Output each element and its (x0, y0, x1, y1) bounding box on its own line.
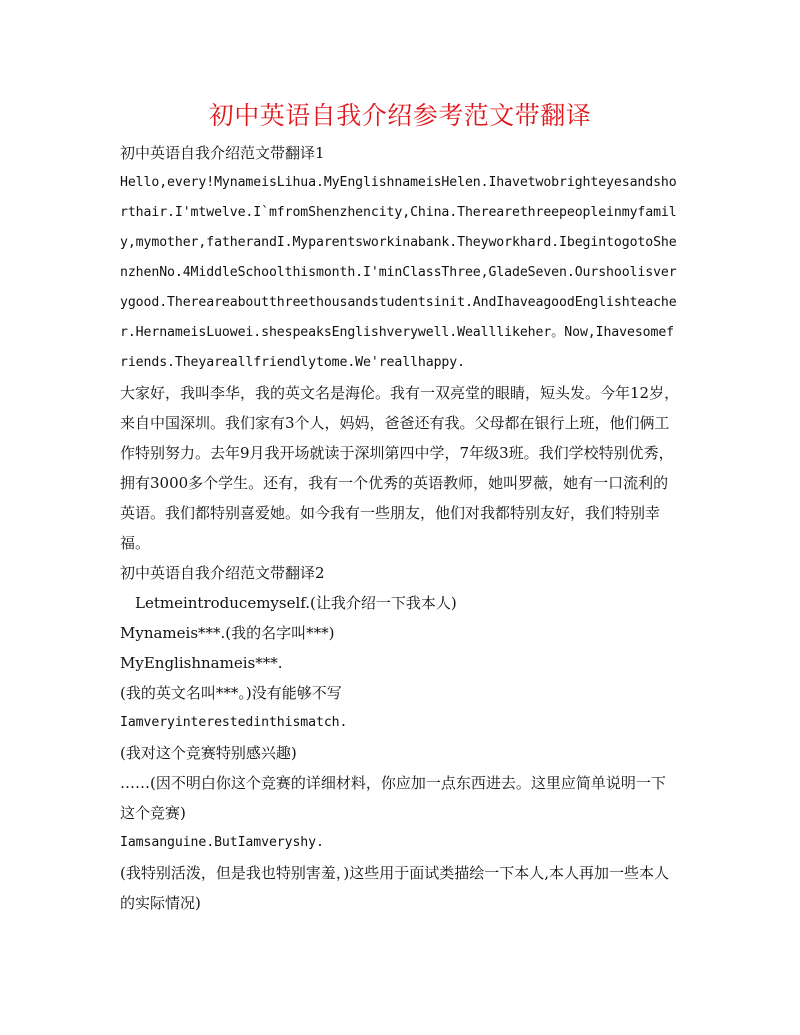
paragraph-2: Hello,every!MynameisLihua.MyEnglishnameisHelen.Ihavetwobrighteyesandshorthair.I'mtwelve.I`mfromShenzhencity,China.Therearethreepeopleinmyfamily,mymother,fatherandI.Myparentsworkinabank.Theyworkhard.IbegintogotoShenzhenNo.4MiddleSchoolthismonth.I'minClassThree,GladeSeven.Ourshoolisverygood.Thereareaboutthreethousandstudentsinit.AndIhaveagoodEnglishteacher.HernameisLuowei.shespeaksEnglishverywell.Wealllikeher。Now,Ihavesomefriends.Theyareallfriendlytome.We'reallhappy. (120, 175, 677, 370)
paragraph-10: (我对这个竞赛特别感兴趣) (120, 744, 297, 762)
paragraph-5: Letmeintroducemyself.(让我介绍一下我本人) (135, 594, 457, 612)
paragraph-1: 初中英语自我介绍范文带翻译1 (120, 144, 325, 162)
paragraph-11: ……(因不明白你这个竞赛的详细材料，你应加一点东西进去。这里应简单说明一下这个竞赛) (120, 774, 666, 822)
paragraph-7: MyEnglishnameis***. (120, 654, 283, 672)
document-title: 初中英语自我介绍参考范文带翻译 (208, 101, 592, 130)
document-page (120, 96, 680, 918)
document-body (120, 138, 680, 918)
paragraph-13: (我特别活泼，但是我也特别害羞，)这些用于面试类描绘一下本人,本人再加一些本人的实际情况) (120, 864, 669, 912)
paragraph-3: 大家好，我叫李华，我的英文名是海伦。我有一双亮堂的眼睛，短头发。今年12岁，来自中国深圳。我们家有3个人，妈妈，爸爸还有我。父母都在银行上班，他们俩工作特别努力。去年9月我开场就读于深圳第四中学，7年级3班。我们学校特别优秀，拥有3000多个学生。还有，我有一个优秀的英语教师，她叫罗薇，她有一口流利的英语。我们都特别喜爱她。如今我有一些朋友，他们对我都特别友好，我们特别幸福。 (120, 384, 680, 552)
paragraph-12: Iamsanguine.ButIamveryshy. (120, 835, 324, 850)
paragraph-8: (我的英文名叫***。)没有能够不写 (120, 684, 342, 702)
paragraph-6: Mynameis***.(我的名字叫***) (120, 624, 335, 642)
paragraph-9: Iamveryinterestedinthismatch. (120, 715, 348, 730)
paragraph-4: 初中英语自我介绍范文带翻译2 (120, 564, 325, 582)
